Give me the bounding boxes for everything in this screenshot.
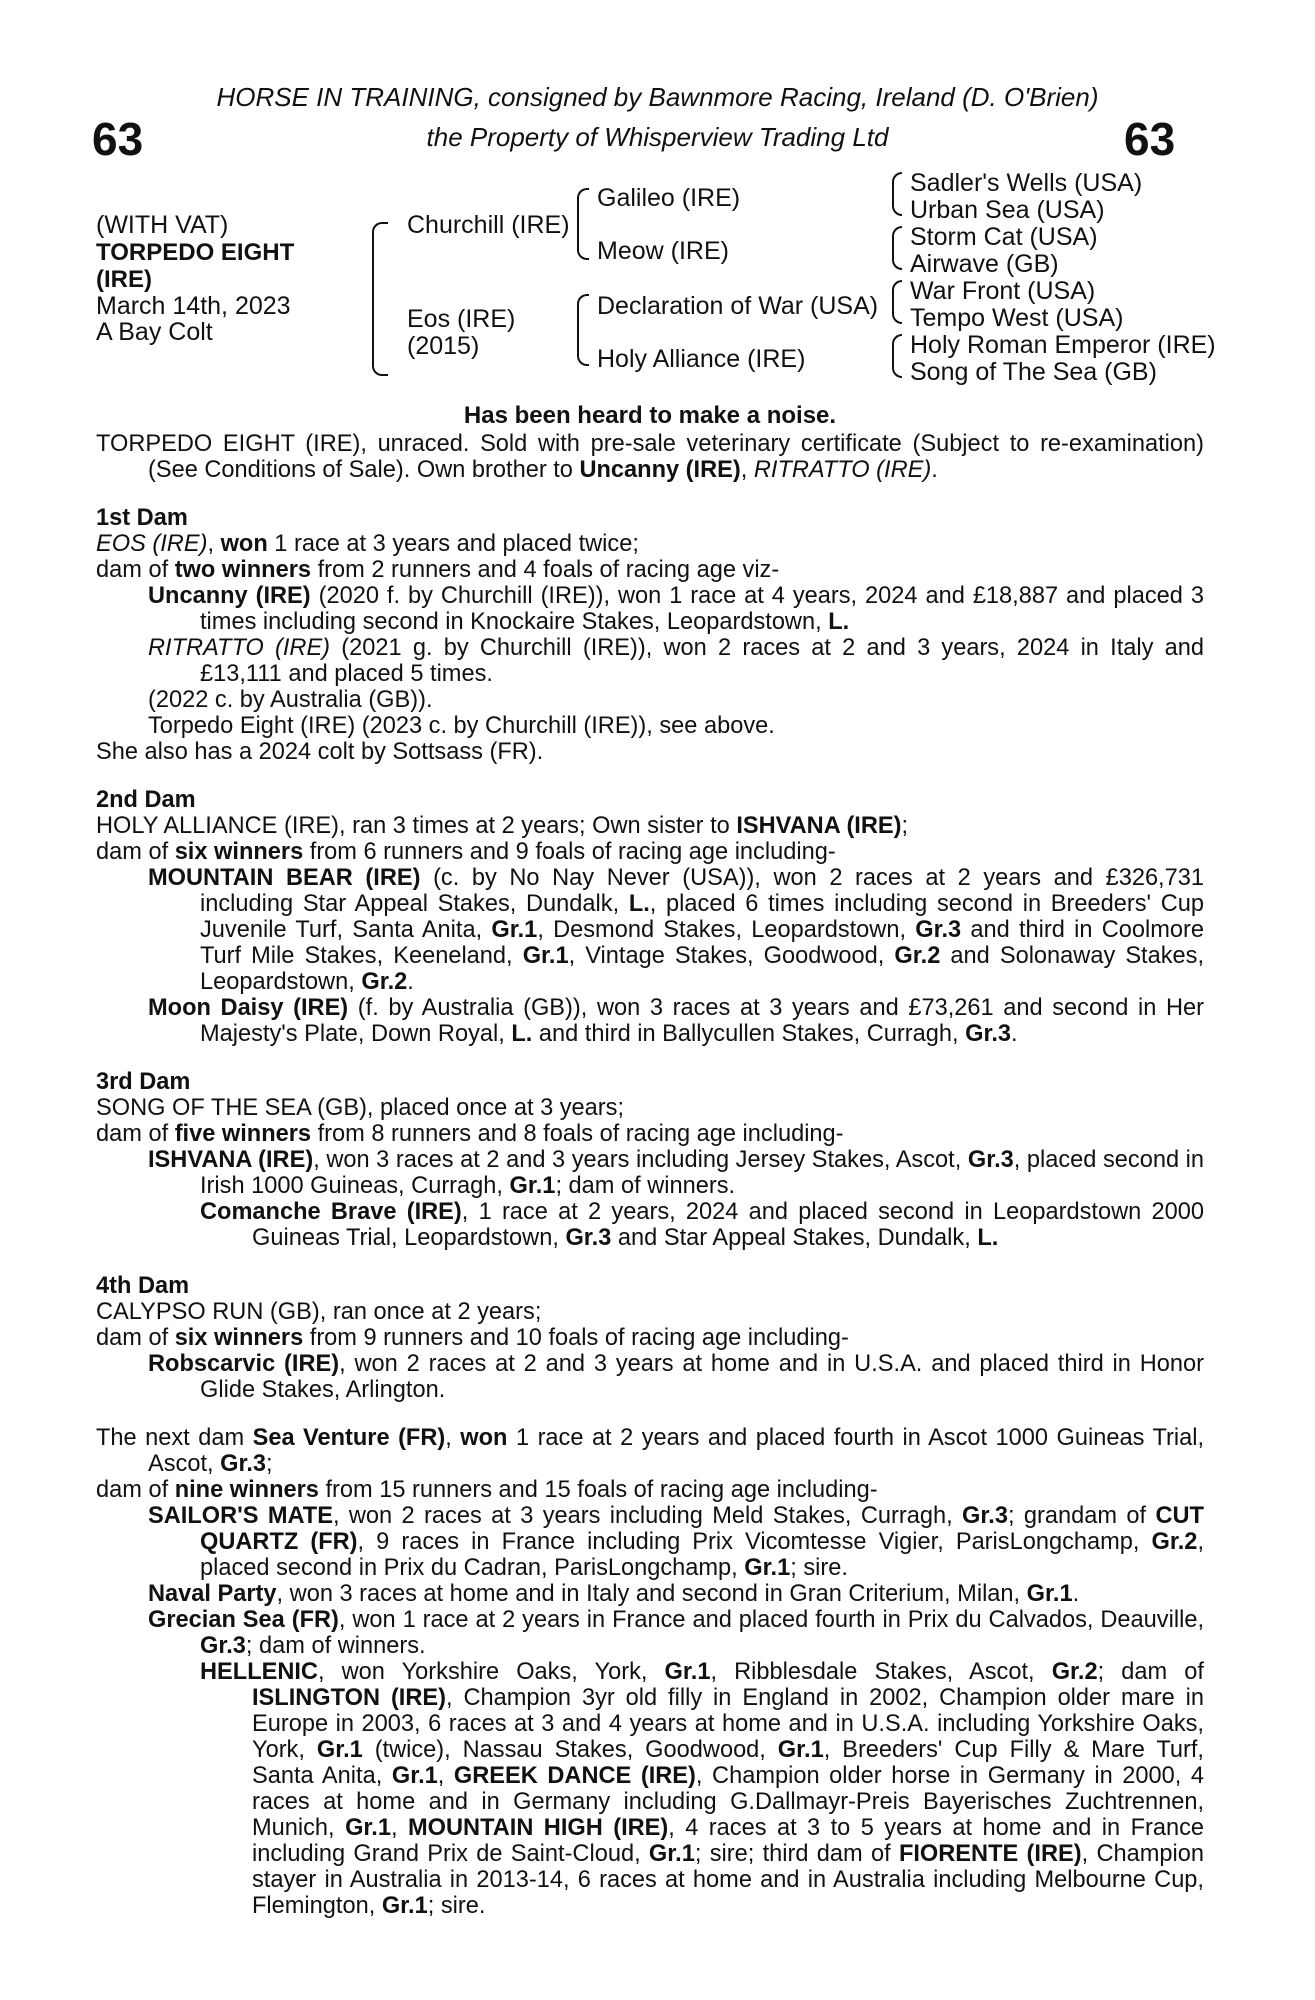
produce-comanche-brave: Comanche Brave (IRE), 1 race at 2 years, 2024 and placed second in Leopardstown 2000 Guineas Trial, Leopardstown, Gr.3 and Star Appeal Stakes, Dundalk, L. bbox=[200, 1199, 1204, 1251]
fourth-dam-line: CALYPSO RUN (GB), ran once at 2 years; bbox=[96, 1299, 542, 1325]
lot-number-right: 63 bbox=[1124, 113, 1176, 165]
first-dam-also: She also has a 2024 colt by Sottsass (FR). bbox=[96, 739, 544, 765]
produce-moon-daisy: Moon Daisy (IRE) (f. by Australia (GB)), won 3 races at 3 years and £73,261 and second in Her Majesty's Plate, Down Royal, L. and third in Ballycullen Stakes, Curragh, Gr.3. bbox=[148, 995, 1204, 1047]
dam: Eos (IRE) bbox=[407, 305, 516, 333]
third-dam-line: SONG OF THE SEA (GB), placed once at 3 years; bbox=[96, 1095, 625, 1121]
property-line: the Property of Whisperview Trading Ltd bbox=[426, 122, 889, 152]
ggp-2: Urban Sea (USA) bbox=[910, 196, 1105, 224]
consignor-line: HORSE IN TRAINING, consigned by Bawnmore Racing, Ireland (D. O'Brien) bbox=[216, 82, 1099, 112]
third-dam-heading: 3rd Dam bbox=[96, 1069, 191, 1095]
produce-2022: (2022 c. by Australia (GB)). bbox=[148, 687, 433, 713]
produce-uncanny: Uncanny (IRE) (2020 f. by Churchill (IRE)), won 1 race at 4 years, 2024 and £18,887 and placed 3 times including second in Knockaire Stakes, Leopardstown, L. bbox=[148, 583, 1204, 635]
noise-notice: Has been heard to make a noise. bbox=[463, 402, 837, 429]
sire: Churchill (IRE) bbox=[407, 211, 570, 239]
sire-sire: Galileo (IRE) bbox=[597, 184, 741, 212]
ggp-3: Storm Cat (USA) bbox=[910, 223, 1098, 251]
first-dam-heading: 1st Dam bbox=[96, 505, 188, 531]
second-dam-produce-summary: dam of six winners from 6 runners and 9 foals of racing age including- bbox=[96, 839, 836, 865]
ggp-1: Sadler's Wells (USA) bbox=[910, 169, 1143, 197]
lot-number-left: 63 bbox=[92, 113, 144, 165]
third-dam-produce-summary: dam of five winners from 8 runners and 8 foals of racing age including- bbox=[96, 1121, 844, 1147]
sire-brace bbox=[577, 188, 589, 260]
horse-name-suffix: (IRE) bbox=[96, 266, 152, 293]
ggp-brace-2 bbox=[892, 226, 902, 270]
second-dam-line: HOLY ALLIANCE (IRE), ran 3 times at 2 years; Own sister to ISHVANA (IRE); bbox=[96, 813, 909, 839]
produce-torpedo-eight: Torpedo Eight (IRE) (2023 c. by Churchill (IRE)), see above. bbox=[148, 713, 775, 739]
horse-description: A Bay Colt bbox=[96, 318, 213, 346]
produce-ishvana: ISHVANA (IRE), won 3 races at 2 and 3 years including Jersey Stakes, Ascot, Gr.3, placed second in Irish 1000 Guineas, Curragh, Gr.1; dam of winners. bbox=[148, 1147, 1205, 1199]
dam-year: (2015) bbox=[407, 332, 480, 360]
produce-naval-party: Naval Party, won 3 races at home and in Italy and second in Gran Criterium, Milan, Gr.1. bbox=[148, 1581, 1080, 1607]
fourth-dam-produce-summary: dam of six winners from 9 runners and 10 foals of racing age including- bbox=[96, 1325, 849, 1351]
next-dam-produce-summary: dam of nine winners from 15 runners and 15 foals of racing age including- bbox=[96, 1477, 878, 1503]
ggp-6: Tempo West (USA) bbox=[910, 304, 1124, 332]
pedigree-brace bbox=[372, 222, 388, 376]
next-dam-line: The next dam Sea Venture (FR), won 1 race at 2 years and placed fourth in Ascot 1000 Guineas Trial, Ascot, Gr.3; bbox=[96, 1425, 1205, 1477]
ggp-7: Holy Roman Emperor (IRE) bbox=[910, 331, 1216, 359]
first-dam-produce-summary: dam of two winners from 2 runners and 4 foals of racing age viz- bbox=[96, 557, 780, 583]
second-dam-heading: 2nd Dam bbox=[96, 787, 196, 813]
first-dam-line: EOS (IRE), won 1 race at 3 years and placed twice; bbox=[96, 531, 639, 557]
horse-name: TORPEDO EIGHT bbox=[96, 239, 295, 266]
dam-dam: Holy Alliance (IRE) bbox=[597, 345, 806, 373]
catalogue-body bbox=[96, 403, 1204, 1919]
produce-mountain-bear: MOUNTAIN BEAR (IRE) (c. by No Nay Never (USA)), won 2 races at 2 years and £326,731 including Star Appeal Stakes, Dundalk, L., placed 6 times including second in Breeders' Cup Juvenile Turf, Santa Anita, Gr.1, Desmond Stakes, Leopardstown, Gr.3 and third in Coolmore Turf Mile Stakes, Keeneland, Gr.1, Vintage Stakes, Goodwood, Gr.2 and Solonaway Stakes, Leopardstown, Gr.2. bbox=[148, 865, 1205, 995]
produce-ritratto: RITRATTO (IRE) (2021 g. by Churchill (IRE)), won 2 races at 2 and 3 years, 2024 in Italy and £13,111 and placed 5 times. bbox=[148, 635, 1204, 687]
fourth-dam-heading: 4th Dam bbox=[96, 1273, 190, 1299]
ggp-brace-1 bbox=[892, 172, 902, 216]
ggp-brace-3 bbox=[892, 280, 902, 324]
produce-hellenic: HELLENIC, won Yorkshire Oaks, York, Gr.1, Ribblesdale Stakes, Ascot, Gr.2; dam of ISLINGTON (IRE), Champion 3yr old filly in England in 2002, Champion older mare in Europe in 2003, 6 races at 3 and 4 years at home and in U.S.A. including Yorkshire Oaks, York, Gr.1 (twice), Nassau Stakes, Goodwood, Gr.1, Breeders' Cup Filly & Mare Turf, Santa Anita, Gr.1, GREEK DANCE (IRE), Champion older horse in Germany in 2000, 4 races at home and in Germany including G.Dallmayr-Preis Bayerisches Zuchtrennen, Munich, Gr.1, MOUNTAIN HIGH (IRE), 4 races at 3 to 5 years at home and in France including Grand Prix de Saint-Cloud, Gr.1; sire; third dam of FIORENTE (IRE), Champion stayer in Australia in 2013-14, 6 races at home and in Australia including Melbourne Cup, Flemington, Gr.1; sire. bbox=[200, 1659, 1205, 1919]
produce-grecian-sea: Grecian Sea (FR), won 1 race at 2 years in France and placed fourth in Prix du Calvados, Deauville, Gr.3; dam of winners. bbox=[148, 1607, 1204, 1659]
pedigree-table bbox=[0, 160, 1315, 400]
dam-sire: Declaration of War (USA) bbox=[597, 292, 879, 320]
ggp-brace-4 bbox=[892, 334, 902, 378]
produce-sailors-mate: SAILOR'S MATE, won 2 races at 3 years including Meld Stakes, Curragh, Gr.3; grandam of CUT QUARTZ (FR), 9 races in France including Prix Vicomtesse Vigier, ParisLongchamp, Gr.2, placed second in Prix du Cadran, ParisLongchamp, Gr.1; sire. bbox=[148, 1503, 1204, 1581]
ggp-4: Airwave (GB) bbox=[910, 250, 1059, 278]
ggp-8: Song of The Sea (GB) bbox=[910, 358, 1157, 386]
foaling-date: March 14th, 2023 bbox=[96, 292, 291, 320]
dam-brace bbox=[577, 294, 589, 366]
ggp-5: War Front (USA) bbox=[910, 277, 1096, 305]
produce-robscarvic: Robscarvic (IRE), won 2 races at 2 and 3 years at home and in U.S.A. and placed third in Honor Glide Stakes, Arlington. bbox=[148, 1351, 1205, 1403]
intro-paragraph: TORPEDO EIGHT (IRE), unraced. Sold with pre-sale veterinary certificate (Subject to re-examination) (See Conditions of Sale). Own brother to Uncanny (IRE), RITRATTO (IRE). bbox=[96, 431, 1204, 483]
vat-note: (WITH VAT) bbox=[96, 211, 229, 239]
sire-dam: Meow (IRE) bbox=[597, 237, 729, 265]
